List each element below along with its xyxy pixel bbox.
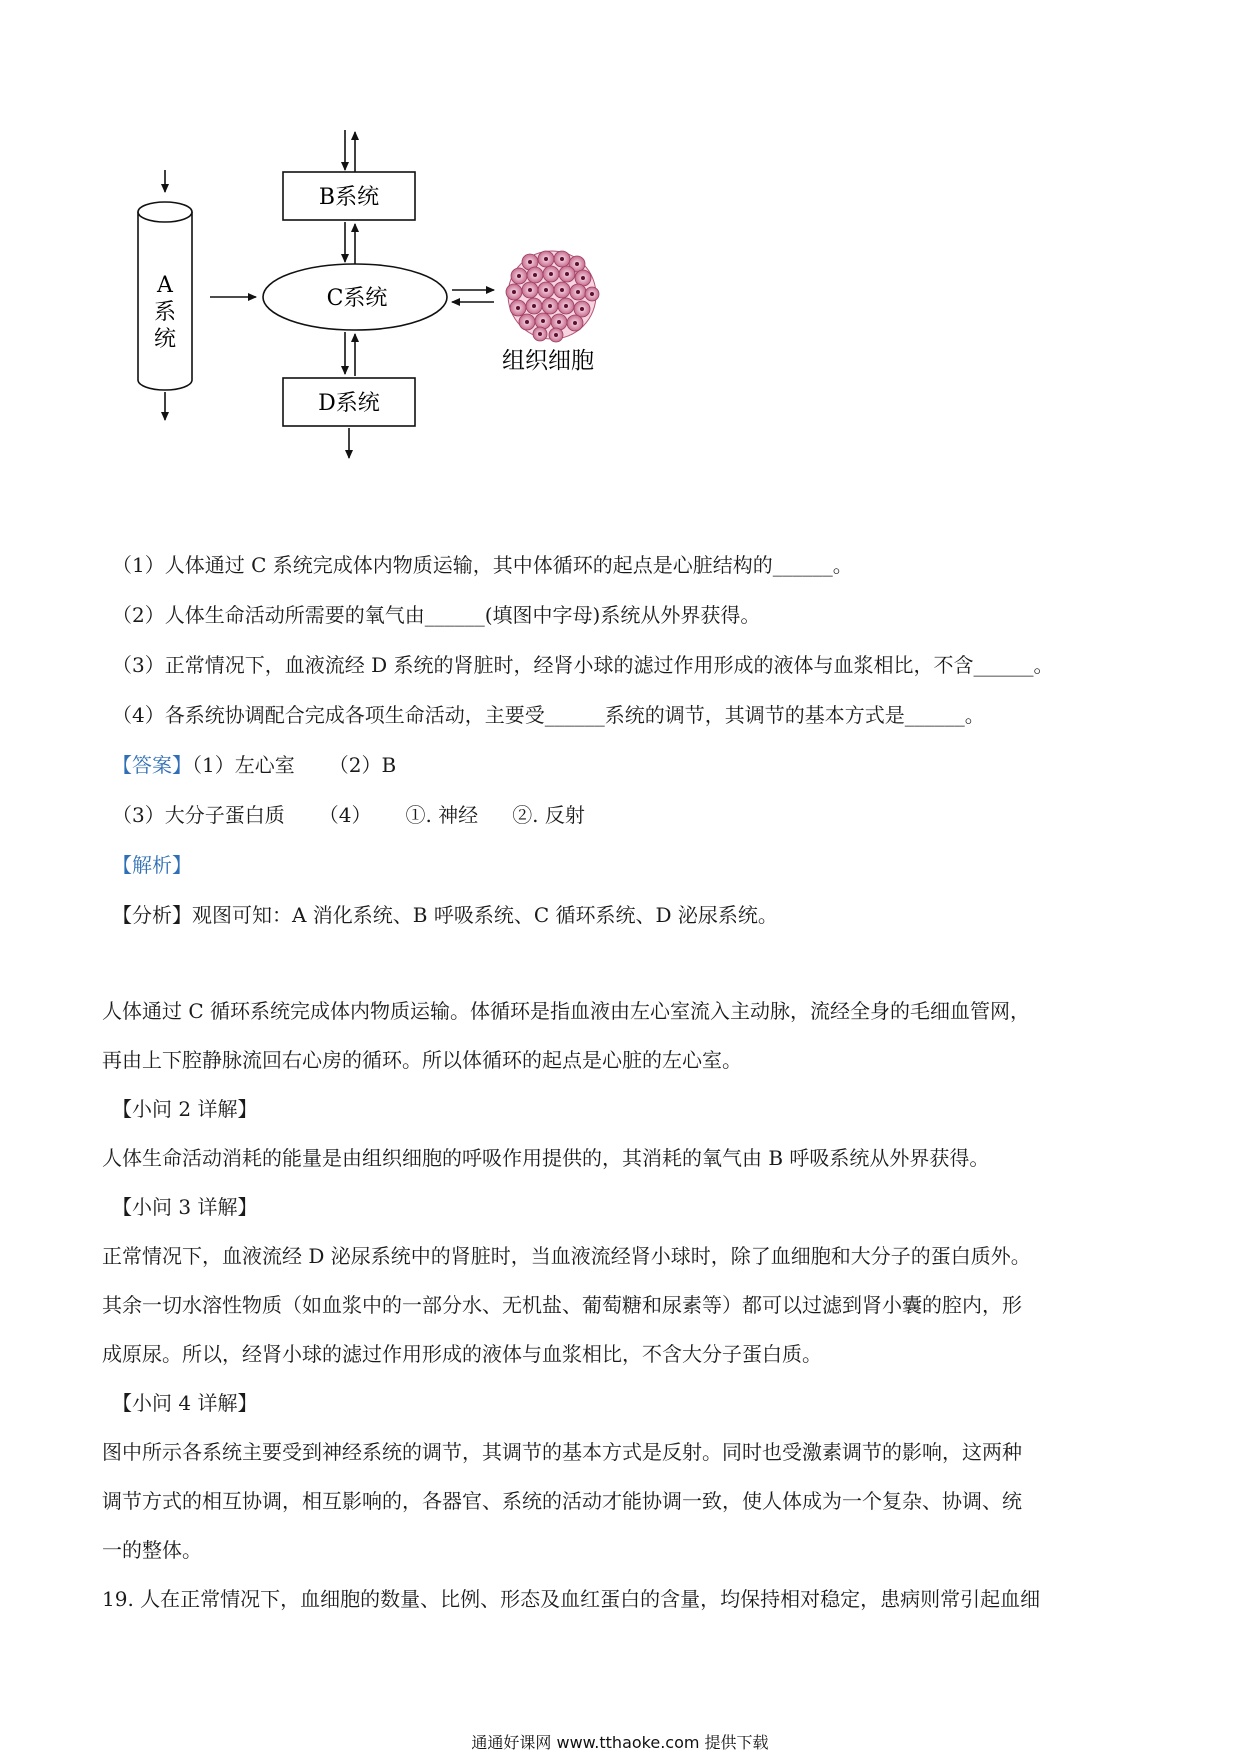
answer-2: （2）B [328,753,397,777]
answer-4-part1: ①. 神经 [405,803,479,827]
detail-1-line-1: 人体通过 C 循环系统完成体内物质运输。体循环是指血液由左心室流入主动脉，流经全身的毛细血管网， [102,999,1031,1023]
c-system-ellipse [263,264,447,330]
details-container [102,938,1132,1624]
analysis-intro: 【分析】观图可知：A 消化系统、B 呼吸系统、C 循环系统、D 泌尿系统。 [112,903,778,927]
answer-line-2 [112,790,1132,840]
detail-2-line-1: 人体生命活动消耗的能量是由组织细胞的呼吸作用提供的，其消耗的氧气由 B 呼吸系统从外界获得。 [102,1146,990,1170]
question-2: （2）人体生命活动所需要的氧气由______(填图中字母)系统从外界获得。 [112,603,761,627]
answer-4-part2: ②. 反射 [512,803,585,827]
body-systems-diagram [0,0,700,480]
d-system-box [283,332,415,458]
detail-3-heading: 【小问 3 详解】 [112,1195,258,1219]
answer-line-1 [112,740,1132,790]
next-question: 19. 人在正常情况下，血细胞的数量、比例、形态及血红蛋白的含量，均保持相对稳定，患病则常引起血细 [102,1587,1041,1611]
question-1: （1）人体通过 C 系统完成体内物质运输，其中体循环的起点是心脏结构的______。 [112,553,853,577]
detail-3-line-3: 成原尿。所以，经肾小球的滤过作用形成的液体与血浆相比，不含大分子蛋白质。 [102,1342,822,1366]
detail-4-heading: 【小问 4 详解】 [112,1391,258,1415]
detail-4-line-1: 图中所示各系统主要受到神经系统的调节，其调节的基本方式是反射。同时也受激素调节的影响，这两种 [102,1440,1022,1464]
detail-4-line-2: 调节方式的相互协调，相互影响的，各器官、系统的活动才能协调一致，使人体成为一个复杂、协调、统 [102,1489,1022,1513]
detail-4-line-3: 一的整体。 [102,1538,202,1562]
a-label-2: 系 [153,300,177,325]
question-4: （4）各系统协调配合完成各项生命活动，主要受______系统的调节，其调节的基本方式是______。 [112,703,985,727]
detail-1-line-2: 再由上下腔静脉流回右心房的循环。所以体循环的起点是心脏的左心室。 [102,1048,742,1072]
a-label-1: A [157,273,173,298]
detail-2-heading: 【小问 2 详解】 [112,1097,258,1121]
question-3: （3）正常情况下，血液流经 D 系统的肾脏时，经肾小球的滤过作用形成的液体与血浆相比，不含______。 [112,653,1054,677]
answer-tag: 【答案】 [112,753,192,777]
b-label: B系统 [318,185,380,210]
detail-3-line-1: 正常情况下，血液流经 D 泌尿系统中的肾脏时，当血液流经肾小球时，除了血细胞和大分子的蛋白质外。 [102,1244,1031,1268]
a-label-3: 统 [153,327,177,352]
answer-3: （3）大分子蛋白质 [112,803,285,827]
answer-1: （1）左心室 [192,753,295,777]
a-system-cylinder [138,170,192,420]
detail-3-line-2: 其余一切水溶性物质（如血浆中的一部分水、无机盐、葡萄糖和尿素等）都可以过滤到肾小囊的腔内，形 [102,1293,1022,1317]
analysis-tag: 【解析】 [112,853,192,877]
tissue-cells-icon [506,251,599,342]
answer-4-prefix: （4） [318,803,372,827]
c-label: C系统 [326,286,388,311]
d-label: D系统 [318,391,380,416]
question-block [112,540,1132,940]
b-system-box [283,130,415,264]
tissue-label: 组织细胞 [502,348,594,374]
page-footer: 通通好课网 www.tthaoke.com 提供下载 [471,1733,769,1752]
